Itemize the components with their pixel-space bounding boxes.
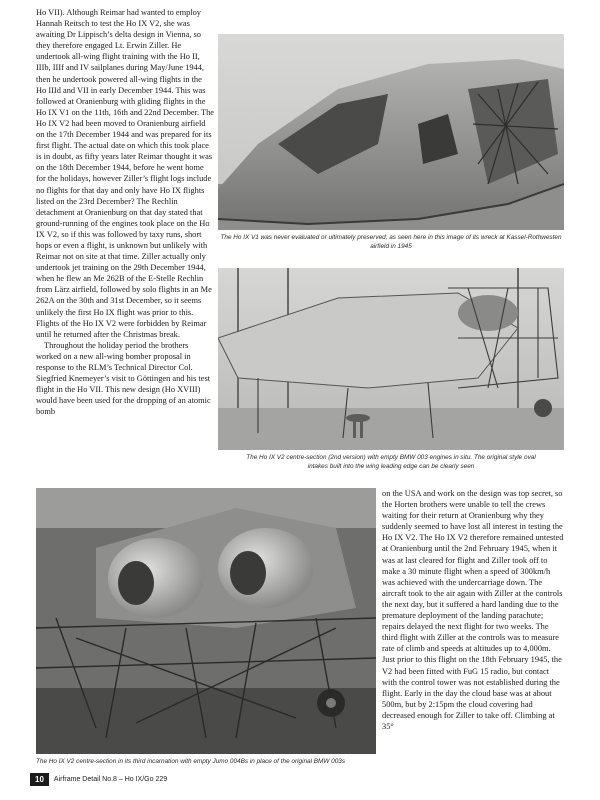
left-text-column [36,7,214,417]
photo-ho-ix-v2-centre-section-2nd [218,268,564,450]
caption-photo-1: The Ho IX V1 was never evaluated or ultimately preserved, as seen here in this image of its wreck at Kassel-Rothwesten airfield in 1945 [220,234,562,250]
photo-ho-ix-v2-third-incarnation [36,488,376,754]
body-paragraph: Ho VII). Although Reimar had wanted to employ Hannah Reitsch to test the Ho IX V2, she was awaiting Dr Lippisch’s delta design in Vienna, so they therefore engaged Lt. Erwin Ziller. He undertook all-wing flight training with the Ho II, IIIb, IIIf and IV sailplanes during May/June 1944, then he undertook powered all-wing flights in the Ho IIId and VII in early December 1944. This was followed at Oranienburg with gliding flights in the Ho IX V1 on the 11th, 16th and 22nd December. The Ho IX V2 had been moved to Oranienburg airfield on the 17th December 1944 and was prepared for its first flight. The actual date on which this took place is in doubt, as fifty years later Reimar thought it was on the 18th December 1944, before he went home for the holidays, however Ziller’s flight logs include no flights for that day and only have Ho IX flights listed on the 23rd December? The Rechlin detachment at Oranienburg on that day stated that ground-running of the engines took place on the Ho IX V2, so if this was followed by taxy runs, short hops or even a flight, is unknown but unlikely with Reimar not on site at that time. Ziller actually only undertook jet training on the 29th December 1944, when he flew an Me 262B of the E-Stelle Rechlin from Lärz airfield, followed by solo flights in an Me 262A on the 30th and 31st December, so it seems unlikely the first Ho IX flight was prior to this. Flights of the Ho IX V2 were forbidden by Reimar until he returned after the Christmas break. [36,8,215,339]
caption-photo-3: The Ho IX V2 centre-section in its third incarnation with empty Jumo 004Bs in place of the original BMW 003s [36,758,346,765]
publication-title: Airframe Detail No.8 – Ho IX/Go 229 [53,775,168,783]
body-paragraph: on the USA and work on the design was top secret, so the Horten brothers were unable to tell the crews waiting for their return at Oranienburg why they suddenly seemed to have lost all interest in testing the Ho IX V2. The Ho IX V2 therefore remained untested at Oranienburg until the 2nd February 1945, when it was at last cleared for flight and Ziller took off to make a 30 minute flight when a speed of 300km/h was achieved with the undercarriage down. The aircraft took to the air again with Ziller at the controls the next day, but it suffered a hard landing due to the premature deployment of the landing parachute; repairs delayed the next flight for two weeks. The third flight with Ziller at the controls was to measure rate of climb and speeds at altitudes up to 4,000m. Just prior to this flight on the 18th February 1945, the V2 had been fitted with FuG 15 radio, but contact with the control tower was not established during the flight. Early in the day the cloud base was at about 500m, but by 2:15pm the cloud covering had decreased enough for Ziller to take off. Climbing at 35° [382,489,564,731]
photo-ho-ix-v1-wreck [218,34,564,230]
right-text-column [382,488,564,732]
body-paragraph: Throughout the holiday period the brothers worked on a new all-wing bomber proposal in response to the RLM’s Technical Director Col. Siegfried Knemeyer’s visit to Göttingen and his test flight in the Ho VII. This new design (Ho XVIII) would have been used for the dropping of an atomic bomb [36,340,211,417]
page-footer [30,771,167,787]
caption-photo-2: The Ho IX V2 centre-section (2nd version) with empty BMW 003 engines in situ. The original style oval intakes built into the wing leading edge can be clearly seen [246,454,536,470]
page-number: 10 [30,773,49,786]
